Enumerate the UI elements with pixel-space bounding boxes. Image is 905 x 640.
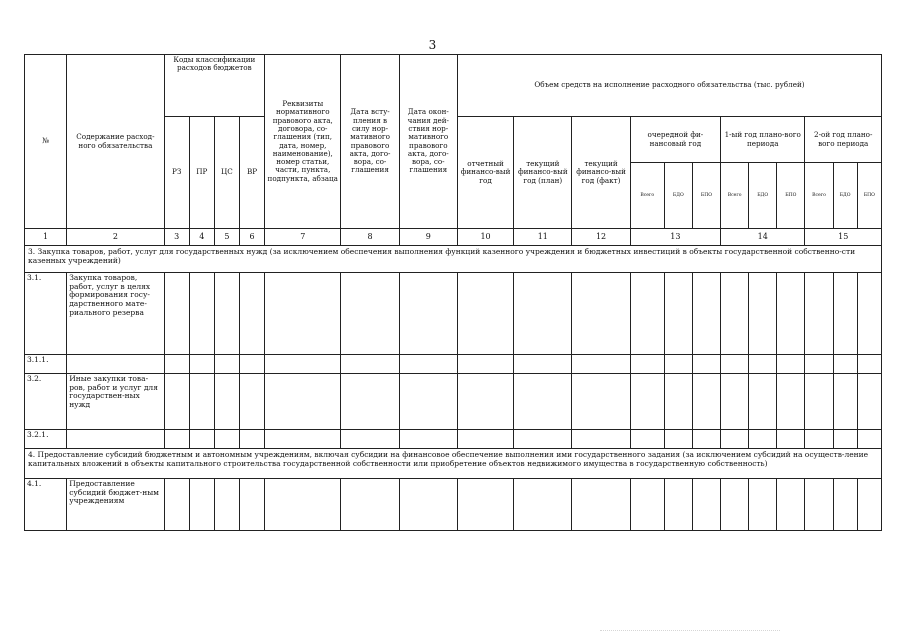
- header-sub-bpo: БПО: [692, 163, 720, 229]
- header-next-year: очередной фи-нансовый год: [630, 117, 720, 163]
- header-sub-bpo: БПО: [777, 163, 805, 229]
- column-number: 12: [572, 229, 630, 246]
- column-number: 1: [25, 229, 67, 246]
- column-number: 13: [630, 229, 720, 246]
- column-number: 8: [341, 229, 399, 246]
- header-sub-bdo: БДО: [664, 163, 692, 229]
- table-row: [25, 430, 882, 449]
- column-number: 14: [721, 229, 805, 246]
- header-plan-year-2: 2-ой год плано-вого периода: [805, 117, 882, 163]
- expenditure-obligations-table: [24, 54, 882, 531]
- row-number: 3.1.: [25, 273, 67, 355]
- column-number: 15: [805, 229, 882, 246]
- row-content: Закупка товаров, работ, услуг в целях формирования госу-дарственного мате-риального резерва: [67, 273, 164, 355]
- header-code-rz: РЗ: [164, 117, 189, 229]
- row-content: [67, 430, 164, 449]
- column-number: 11: [514, 229, 572, 246]
- header-date-end: Дата окон-чания дей-ствия нор-мативного правового акта, дого-вора, со-глашения: [399, 55, 457, 229]
- section-4-heading: 4. Предоставление субсидий бюджетным и автономным учреждениям, включая субсидии на финансовое обеспечение выполнения ими государственного задания (за исключением субсидий на осуществ-ление капитальных вложений в объекты капитального строительства государственной собственности или приобретение объектов недвижимого имущества в государственную собственность): [25, 449, 882, 479]
- header-code-cs: ЦС: [214, 117, 239, 229]
- table-row: [25, 374, 882, 430]
- header-sub-bdo: БДО: [749, 163, 777, 229]
- header-volume-group: Объем средств на исполнение расходного обязательства (тыс. рублей): [457, 55, 881, 117]
- table-row: [25, 355, 882, 374]
- row-content: [67, 355, 164, 374]
- header-sub-bdo: БДО: [833, 163, 857, 229]
- row-number: 3.1.1.: [25, 355, 67, 374]
- header-date-start: Дата всту-пления в силу нор-мативного правового акта, дого-вора, со-глашения: [341, 55, 399, 229]
- header-current-fact: текущий финансо-вый год (факт): [572, 117, 630, 229]
- section-3-heading: 3. Закупка товаров, работ, услуг для государственных нужд (за исключением обеспечения выполнения функций казенного учреждения и бюджетных инвестиций в объекты государственной собственно-сти казенных учреждений): [25, 246, 882, 273]
- header-sub-total: Всего: [721, 163, 749, 229]
- header-sub-bpo: БПО: [857, 163, 881, 229]
- row-number: 3.2.1.: [25, 430, 67, 449]
- row-content: Предоставление субсидий бюджет-ным учреждениям: [67, 479, 164, 531]
- row-number: 4.1.: [25, 479, 67, 531]
- row-number: 3.2.: [25, 374, 67, 430]
- header-sub-total: Всего: [630, 163, 664, 229]
- column-number: 9: [399, 229, 457, 246]
- header-requisites: Реквизиты нормативного правового акта, договора, со-глашения (тип, дата, номер, наименование), номер статьи, части, пункта, подпункта, абзаца: [265, 55, 341, 229]
- column-number: 5: [214, 229, 239, 246]
- header-codes-group: Коды классификации расходов бюджетов: [164, 55, 264, 117]
- column-number: 10: [457, 229, 513, 246]
- header-code-pr: ПР: [189, 117, 214, 229]
- row-content: Иные закупки това-ров, работ и услуг для государствен-ных нужд: [67, 374, 164, 430]
- header-content: Содержание расход-ного обязательства: [67, 55, 164, 229]
- scan-artifact: [600, 630, 780, 635]
- header-code-vr: ВР: [239, 117, 264, 229]
- table-row: [25, 273, 882, 355]
- column-number: 6: [239, 229, 264, 246]
- header-number: №: [25, 55, 67, 229]
- column-number: 2: [67, 229, 164, 246]
- header-current-plan: текущий финансо-вый год (план): [514, 117, 572, 229]
- header-plan-year-1: 1-ый год плано-вого периода: [721, 117, 805, 163]
- column-number: 4: [189, 229, 214, 246]
- column-number: 3: [164, 229, 189, 246]
- header-reporting-year: отчетный финансо-вый год: [457, 117, 513, 229]
- table-row: [25, 479, 882, 531]
- column-number: 7: [265, 229, 341, 246]
- page-number: 3: [428, 38, 437, 52]
- header-sub-total: Всего: [805, 163, 833, 229]
